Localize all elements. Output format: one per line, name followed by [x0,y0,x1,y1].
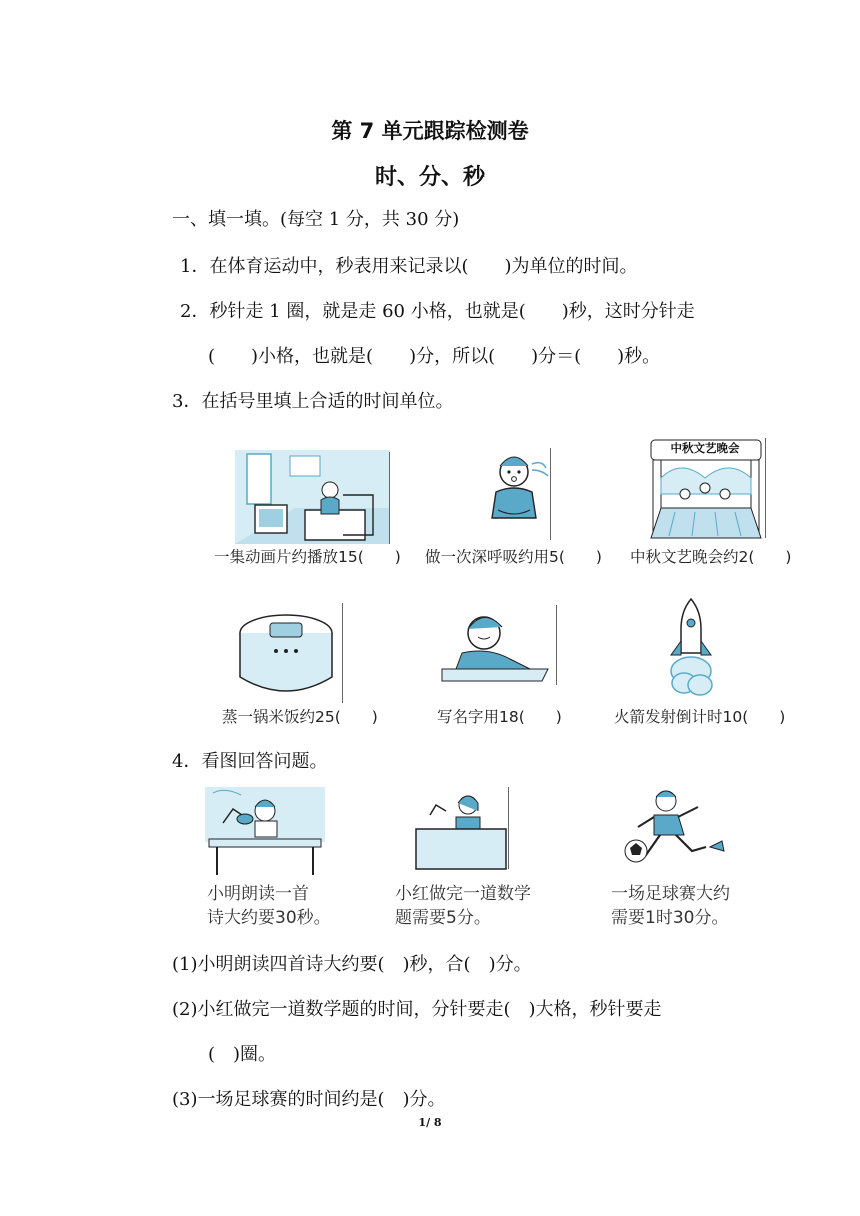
question-3: 3．在括号里填上合适的时间单位。 [172,391,454,412]
question-4-2-line2: ( )圈。 [208,1044,277,1065]
page-title: 第 7 单元跟踪检测卷 [331,119,529,143]
writing-boy-illustration [432,605,558,685]
caption-name: 写名字用18( ) [437,708,562,726]
reading-boy-illustration [205,787,325,877]
gala-banner-text: 中秋文艺晚会 [670,441,740,455]
question-4-1: (1)小明朗读四首诗大约要( )秒，合( )分。 [172,954,532,975]
caption-rice: 蒸一锅米饭约25( ) [222,708,378,726]
question-1: 1．在体育运动中，秒表用来记录以( )为单位的时间。 [180,256,638,277]
caption-xiaoming [207,882,331,930]
rocket-illustration [660,597,722,701]
caption-rocket: 火箭发射倒计时10( ) [614,708,786,726]
caption-xiaoming-line1: 小明朗读一首 [207,884,309,904]
math-girl-illustration [414,787,510,873]
caption-xiaoming-line2: 诗大约要30秒。 [207,908,331,928]
divider-line [389,452,390,544]
question-4-3: (3)一场足球赛的时间约是( )分。 [172,1089,446,1110]
question-2-line1: 2．秒针走 1 圈，就是走 60 小格，也就是( )秒，这时分针走 [180,301,695,322]
soccer-boy-illustration [620,785,730,875]
page-subtitle: 时、分、秒 [374,165,485,190]
caption-cartoon: 一集动画片约播放15( ) [214,548,401,566]
page-number: 1/ 8 [418,1116,442,1129]
question-4: 4．看图回答问题。 [172,751,328,772]
deep-breath-boy-illustration [480,448,552,544]
caption-deep-breath: 做一次深呼吸约用5( ) [425,548,602,566]
question-2-line2: ( )小格，也就是( )分，所以( )分＝( )秒。 [208,346,661,367]
section-heading: 一、填一填。(每空 1 分，共 30 分) [172,209,460,230]
living-room-illustration [235,450,390,544]
caption-xiaohong-line2: 题需要5分。 [395,908,491,928]
caption-soccer [611,882,730,930]
rice-cooker-illustration [230,603,348,707]
caption-gala: 中秋文艺晚会约2( ) [630,548,792,566]
caption-xiaohong-line1: 小红做完一道数学 [395,884,531,904]
question-4-2-line1: (2)小红做完一道数学题的时间，分针要走( )大格，秒针要走 [172,999,662,1020]
caption-xiaohong [395,882,531,930]
caption-soccer-line1: 一场足球赛大约 [611,884,730,904]
caption-soccer-line2: 需要1时30分。 [611,908,729,928]
